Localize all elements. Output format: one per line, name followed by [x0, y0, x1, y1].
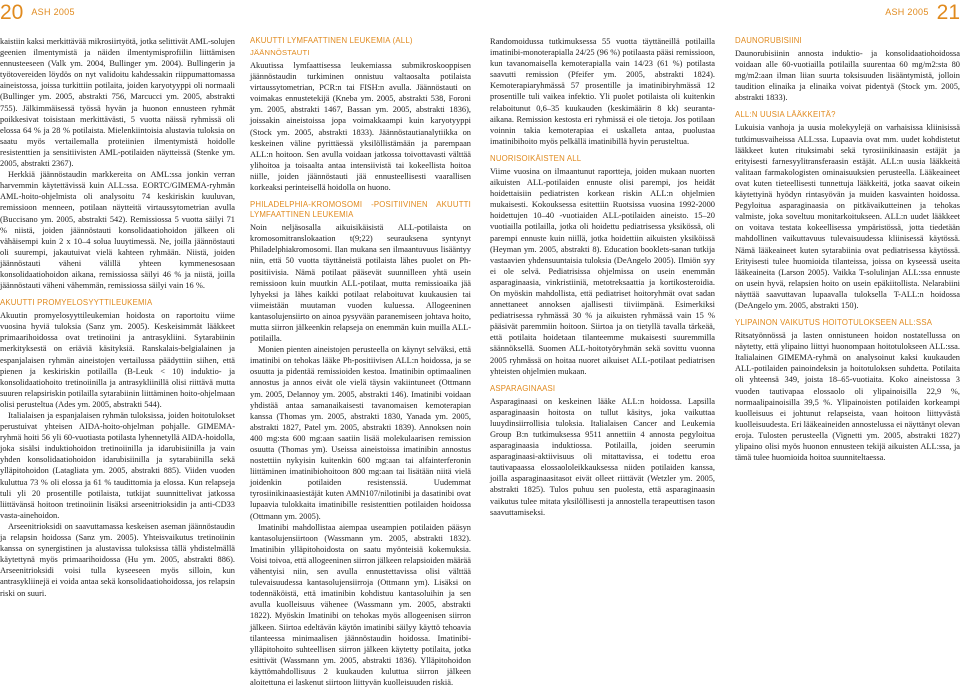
left-page-number: 20	[0, 0, 24, 24]
paragraph: Monien pienten aineistojen perusteella on käynyt selväksi, että imatinibi on tehokas lääke Ph-positiivisen ALL:n hoidossa, ja se osuutta ja pidentää remissioiden kestoa. Imatinibin optimaalinen annostus ja annos eivät ole vielä täysin vakiintuneet (Ottmann ym. 2005, Delannoy ym. 2005, abstrakti 146). Imatinibi voidaan yhdistää antaa samanaikaisesti tavanomaisen kemoterapian kanssa (Thomas ym. 2005, abstrakti 1830, Yanada ym. 2005, abstrakti 1827, Patel ym. 2005, abstrakti 1839). Annoksen noin 400 mg:sta 600 mg:aan saatiin lisää molekulaarisen remission osuutta (Thomas ym). Useissa aineistoissa imatinibin annostus nostettiin nykyisin kuitenkin 600 mg:aan tai alfainterferonin liittäminen imatinibiohoitoon 800 mg:aan tai lisätään niitä vielä joidenkin potilaiden resistenssiä. Uudemmat tyrosiinikinaasiestäjät kuten AMN107/nilotinibi ja dasatinibi ovat lupaavia tulokkaita imatinibille resistenttien potilaiden hoidossa (Ottmann ym. 2005).	[250, 345, 471, 521]
subsection-heading: JÄÄNNÖSTAUTI	[250, 48, 310, 57]
section-heading: PHILADELPHIA-KROMOSOMI -POSITIIVINEN AKUUTTI LYMFAATTINEN LEUKEMIA	[250, 200, 471, 220]
section-heading: YLIPAINON VAIKUTUS HOITOTULOKSEEN ALL:SSA	[735, 318, 933, 328]
paragraph: Randomoidussa tutkimuksessa 55 vuotta täyttäneillä potilailla imatinibi-monoterapialla 24/25 (96 %) potilaasta pääsi remissioon, kun tavanomaisella kemoterapialla vain 14/23 (61 %) potilasta saavutti remission (Pfeifer ym. 2005, abstrakti 1824). Kemoterapiaryhmässä 57 prosentille ja imatinibiryhmässä 12 prosentille tuli vaikea infektio. Yli puolet potilaista oli kuitenkin relaboitunut 0,6–35 kuukauden (keskimäärin 8 kk) seuranta-aikana. Remission kestosta eri ryhmissä ei ole tietoja. Jos potilaan voinnin takia kemoterapiaa ei uskalleta antaa, puolustaa imatinibihoito myös pelkällä imatinibillä hyvin perusteltua.	[490, 37, 715, 146]
text-column-3	[490, 36, 715, 518]
left-page-header	[0, 0, 75, 24]
paragraph: Viime vuosina on ilmaantunut raportteja, joiden mukaan nuorten aikuisten ALL-potilaiden ennuste olisi parempi, jos heidät hoidettaisiin pediatristen korkean riskin ALL:n ohjelmien mukaisesti. Kokouksessa esitettiin Ruotsissa vuosina 1992-2000 hoidettujen 10–40 -vuotiaiden ALL-potilaiden aineisto. 15–20 vuotiailla potilailla, jotka oli hoidettu pediatrisessa yksikössä, oli parempi ennuste kuin niillä, jotka hoidettiin aikuisten yksiköissä (Heyman ym. 2005, abstrakti 8). Education booklets-sanan tutkija vastaavien yhdensuuntaisia tuloksia (DeAngelo 2005). Ilmiön syy ei ole selvä. Pediatrisissa ohjelmissa on usein enemmän asparaginaasia, vinkristiiniä, metotreksaattia ja kortikosteroidia. On myöskin mahdollista, että pediatriset hoitoryhmät ovat sadan annettaneet annoksen ajallisesti tiiviimpänä. Esimerkiksi pediatrisessa ryhmässä 30 % ja aikuisten ryhmässä vain 15 % pääsivät paremmiin hoitoon. Siirtoa ja on tietyllä tavalla tärkeää, että potilaita hoidetaan tilanteemme mukaisesti suuremmilla säännöksellä. Suomen ALL-hoitotyöryhmän sekä sovittu vuonna 2005 ryhmässä on hoitaa nuoret aikuiset ALL-potilaat pediatrisen yhteisten ohjelmien mukaan.	[490, 166, 715, 376]
paragraph: Noin neljäsosalla aikuisikäisistä ALL-potilaista on kromosomitranslokaation t(9;22) seurauksena syntynyt Philadelphiakromosomi. Ilan mukana sen ilmaantuvuus lisääntyy niin, että 50 vuotta täyttäneistä potilaista lähes puolet on Ph-positiivisia. Nämä potilaat pääsevät suunnilleen yhtä usein remissioon kuin muutkin ALL-potilaat, mutta remissioaika jää lyhyeksi ja lähes kaikki potilaat relaboituvat kuukausien tai viimeistään muutaman vuoden kuluessa. Allogeeninen kantasolujensiirto on ainoa pysyvään paranemiseen johtava hoito, mutta siirron jälkeenkin relapseja on enemmän kuin muilla ALL-potilailla.	[250, 223, 471, 344]
paragraph: Asparaginaasi on keskeinen lääke ALL:n hoidossa. Lapsilla asparaginaasin hoitosta on tullut käsitys, joka vaikuttaa luuydinsiirrollisia tuloksia. Italialaisen Cancer and Leukemia Group B:n tutkimuksessa 9511 annettiin 4 annosta pegyloitua asparaginaasia induktiossa. Potilailla, joiden seerumin asparaginaasi-aktiivisuus oli mitattavissa, ei todettu eroa tautivapaassa elossaololeikkauksessa niiden potilaiden kanssa, joilla asparaginaasitasot eivät olleet riittävät (Wetzler ym. 2005, abstrakti 1825). Tulos puhuu sen puolesta, että asparaginaasin vaikutus tulee mitata yksilöllisesti ja annostella terapeuttisen tason saavuttamiseksi.	[490, 396, 715, 517]
section-heading: NUORISOIKÄISTEN ALL	[490, 153, 582, 163]
section-heading: AKUUTTI PROMYELOSYYTTILEUKEMIA	[0, 298, 153, 308]
paragraph: Herkkiä jäännöstaudin markkereita on AML:ssa jonkin verran harvemmin käytettävissä kuin ALL:ssa. EORTC/GIMEMA-ryhmän AML-hoito-ohjelmista oli analysoitu 74 keskiriskin kuuluvan, remissioon menneen, potilaan näytteitä virtaussytometrian avulla (Buccisano ym. 2005, abstrakti 542). Remissiossa 5 vuotta säilyi 71 % niistä, joiden jäännöstauti konsolidaatiohoidon jälkeen oli vähäisempi kuin 2 x 10–4 solua luuytimessä. Ne, joilla jäännöstauti oli suurempi, jakautuivat vielä kahteen ryhmään. Niistä, joiden jäännöstauti väheni välillä yhteen kymmenesosaan konsolidaatiohoidon aikana, remissiossa säilyi 46 % ja niistä, joilla jäännöstauti väheni vähemmän, remissiossa säilyi vain 16 %.	[0, 170, 235, 291]
section-heading: ALL:N UUSIA LÄÄKKEITÄ?	[735, 110, 836, 120]
right-page-number: 21	[936, 0, 960, 24]
paragraph: Lukuisia vanhoja ja uusia molekyylejä on varhaisissa kliinisissä tutkimusvaiheissa ALL:ssa. Lupaavia ovat mm. uudet kohdistetut lääkkeet kuten rituksimabi sekä tyrosiinikinaasin estäjät ja erityisesti farnesyylitransferaasin estäjät. ALL:n uusia lääkkeitä valitaan farmakologisten ominaisuuksien perusteella. Lääkeaineet ovat kuten tieteellisesti tunnettuja lääkkeitä, jotka saavat oikein käytettyinä hyödyn rintasyövän ja muiden kasvainten hoidossa. Pegyloitua asparaginaasia on pitkävaikutteinen ja tehokas valmiste, joka soveltuu monitarkoitukseen. ALL:n uudet lääkkeet on voitava testata kokeellisessa ympäristössä, jotta tiedetään mahdollinen vaikuttavuus tulevaisuudessa kliinisessä käytössä. Nämä lääkeaineet kuten sytarabiinia ovat pediatrisessa käytössä. Erityisesti tulee huomioida tilanteissa, joissa on kyseessä useita lääkeaineita (Larson 2005). Vaikka T-solulinjan ALL:ssa ennuste on usein hyvä, relapsien hoito on usein epäkiitollista. Nelarabiini näyttää saavuttavan lupaavalla tuloksella T-ALL:n hoidossa (DeAngelo ym. 2005, abstrakti 150).	[735, 123, 960, 310]
paragraph: kaistiin kaksi merkittävää mikrosiirtyötä, jotka selittivät AML-solujen geenien ilmentymistä ja näiden ilmentymisprofiilin liittämisen ennusteeseen (Valk ym. 2004, Bullinger ym. 2004). Bullingerin ja työtovereiden löydös on nyt validoitu kahdessakin riippumattomassa aineistossa, joissa turkittiin potilaita, joiden karyotyyppi oli normaali (Bullinger ym. 2005, abstrakti 756, Marcucci ym. 2005, abstrakti 755). Jälkimmäisessä työssä hyvän ja huonon ennusteen ryhmät poikkesivat toisistaan merkittävästi, 5 vuotta näissä ryhmissä oli elossa 64 % ja 28 % potilaista. Mielenkiintoisia alustavia tuloksia on saatu myös vertailemalla proteiinien ilmentymistä hoidolle resistenttien ja sensitiivisten AML-potilaiden näytteissä (Stenke ym. 2005, abstrakti 2367).	[0, 37, 235, 169]
text-column-4	[735, 36, 960, 463]
text-column-1	[0, 36, 235, 599]
right-running-head: ASH 2005	[885, 7, 929, 17]
right-page-header	[885, 0, 960, 24]
text-column-2	[250, 36, 471, 688]
paragraph: Arseenitrioksidi on saavuttamassa keskeisen aseman jäännöstaudin ja relapsin hoidossa (Sanz ym. 2005). Yhteisvaikutus tretinoiinin kanssa on synergistinen ja alustavissa tuloksissa tällä yhdistelmällä käytettynä myös primaarihoidossa (Hu ym. 2005, abstrakti 886). Arseenitrioksidi voisi tulla kyseeseen myös silloin, kun antrasykliinejä ei voida antaa sekä konsolidaatiohoidossa, jos relapsin riski on suuri.	[0, 521, 235, 598]
paragraph: Imatinibi mahdollistaa aiempaa useampien potilaiden pääsyn kantasolujensiirtoon (Wassmann ym. 2005, abstrakti 1832). Imatinibin ylläpitohoidosta on saatu myönteisiä kokemuksia. Voisi toivoa, että allogeeninen siirron jälkeen relapsioiden määrää vähentyisi niin, sen avulla ennustettavissa olisi välttää tulevaisuudessa kantasolujensiirroja (Ottmann ym). Lisäksi on todennäköistä, että imatinibin kohdistuu kantasoluihin ja sen avulla kuolleisuus vähenee (Wassmann ym. 2005, abstrakti 1822). Myöskin Imatinibi on tehokas myös allogeenisen siirron jälkeen. Siirtoa edeltävän käytön imatinibi säilyy käyttö tehoavia tilanteessa minimaalisen jäännöstaudin hoidossa. Imatinibi-ylläpitohoito suhteellisen siirron jälkeen käytetty potilaita, jotka esittivät (Wassmann ym. 2005, abstrakti 1836). Ylläpitohoidon käyttömahdollisuus 2 kuukauden kuluttua siirron jälkeen aloitettuna ei laskenut siirtoon liittyvän kuolleisuuden riskiä.	[250, 522, 471, 687]
paragraph: Akuutissa lymfaattisessa leukemiassa submikroskooppisen jäännöstaudin turkiminen onnistuu valtaosalta potilaista virtaussytometrian, PCR:n tai FISH:n avulla. Jäännöstauti on voimakas ennustetekijä (Kneba ym. 2005, abstrakti 538, Foroni ym. 2005, abstrakti 1467, Bassan ym. 2005, abstrakti 1836), joissakin aineistoissa jopa voimakkaampi kuin karyotyyppi (Stock ym. 2005, abstrakti 1833). Jäännöstautianalytiikka on keskeinen väline pyrittäessä yksilöllistämään ja parempaan ALL:n hoitoon. Sen avulla voidaan jatkossa toivottavasti välttää ylihoitoa ja toisaalta antaa intensiivistä tai kokeellista hoitoa niille, joiden jäännöstauti jää ennusteellisesti vaarallisen korkeaksi perinteisellä hoidolla on huono.	[250, 61, 471, 193]
paragraph: Italialaisen ja espanjalaisen ryhmän tuloksissa, joiden hoitotulokset perustuivat yhteisen AIDA-hoito-ohjelman pohjalle. GIMEMA-ryhmä hoiti 56 yli 60-vuotiasta potilasta lyhennetyllä AIDA-hoidolla, joka sisälsi induktiohoidon tretinoiinilla ja idarubisiinilla ja vain yhden konsolidaatiohoidon idarubisiinilla ja sytarabiinilla sekä ylläpitohoidon (Latagliata ym. 2005, abstrakti 885). Viiden vuoden kuluttua 73 % oli elossa ja 61 % taudittomia ja elossa. Kun relapseja tuli yli 20 prosentille potilaista, tutkijat suunnittelivat jatkossa liittävänsä hoitoon tretinoiinin lisäksi arseenitrioksidin ja anti-CD33 vasta-ainehoidon.	[0, 411, 235, 520]
paragraph: Daunorubisiinin annosta induktio- ja konsolidaatiohoidossa voidaan alle 60-vuotiailla potilailla suurentaa 60 mg/m2:sta 80 mg/m2:aan ilman liian suurta toksisuuden lisääntymistä, jolloin taudition elinaika ja elinaika voivat pidentyä (Stock ym. 2005, abstrakti 1833).	[735, 49, 960, 103]
left-running-head: ASH 2005	[31, 7, 75, 17]
paragraph: Akuutin promyelosyyttileukemian hoidosta on raportoitu viime vuosina hyviä tuloksia (Sanz ym. 2005). Keskeisimmät lääkkeet primaarihoidossa ovat tretinoiini ja antrasykliini. Sytarabiinin merkityksestä on eriäviä käsityksiä. Ranskalais-belgialainen ja espanjalaisen ryhmän aineistojen vertailussa päädyttiin siihen, että pienen ja keskiriskin potilailla (B-Leuk < 10) induktio- ja konsolidaatiohoito tretinoiinilla ja antrasykliinillä olisi riittävä mutta suuren relapsiriskin potilailla sytarabiinin liittäminen hoito-ohjelmaan olisi perusteltua (Ades ym. 2005, abstrakti 544).	[0, 311, 235, 409]
paragraph: Ritsatyönnössä ja lasten onnistuneen hoidon nostatellussa on näytetty, että ylipaino liittyi huonompaan hoitotulokseen ALL:ssa. Italialainen GIMEMA-ryhmä on analysoinut kaksi kuukauden ALL-potilaiden painoindeksin ja hoitotuloksen suhdetta. Potilaita oli yhteensä 349, joista 18–65-vuotiaita. Koko aineistossa 3 vuoden tautivapaa elossaolo oli ylipainoisilla 22,9 %, normaalipainoisilla 39,5 %. Ylipainoisten potilaiden korkeampi kuolleisuus ei johtunut relapseista, vaan hoitoon liittyvästä kuolleisuudesta. Eri lääkeaineiden annostelussa ei näyttänyt olevan eroja. Tulosten perusteella (Vignetti ym. 2005, abstrakti 1827) ylipaino olisi myös huonon ennusteen tekijä aikuisten ALL:ssa, ja tämä tulee huomioida hoitoa suunniteltaessa.	[735, 331, 960, 463]
section-heading: ASPARAGINAASI	[490, 383, 556, 393]
section-heading: DAUNORUBISIINI	[735, 36, 802, 45]
section-heading: AKUUTTI LYMFAATTINEN LEUKEMIA (ALL)	[250, 36, 413, 45]
